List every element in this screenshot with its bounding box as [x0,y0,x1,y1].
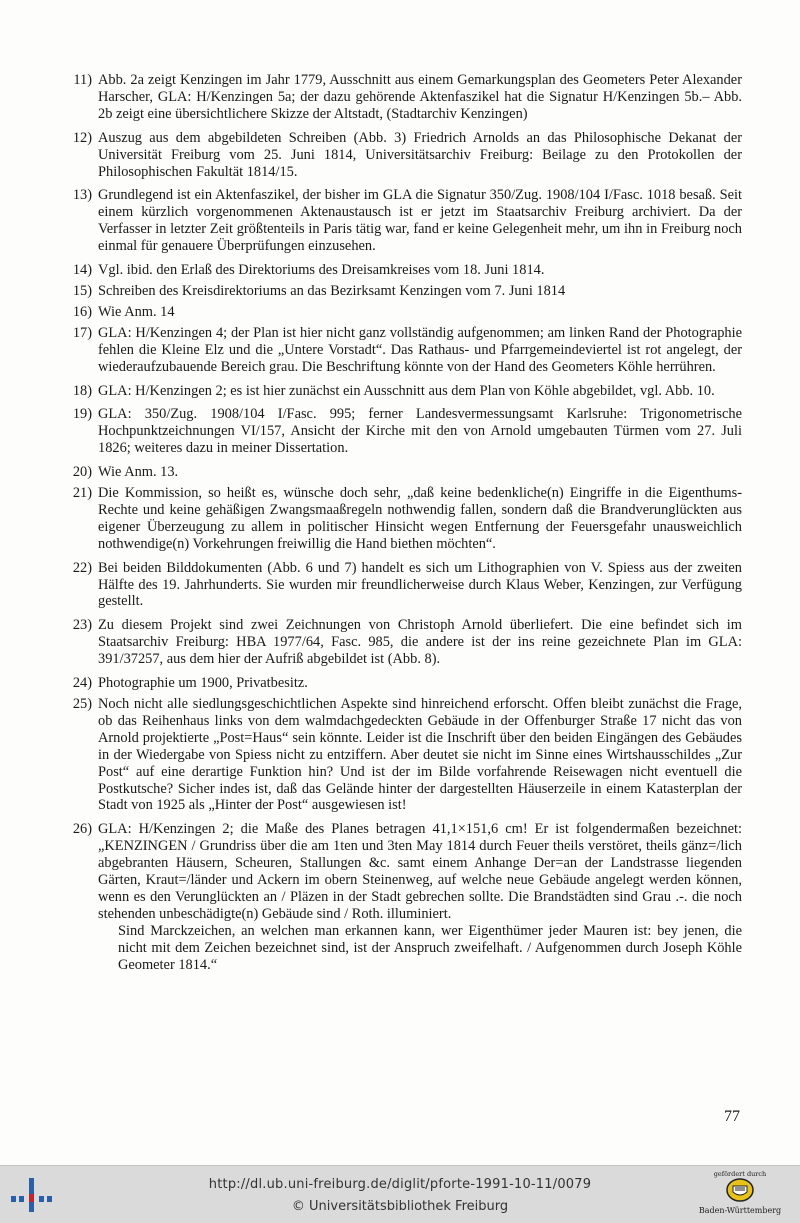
endnote-paragraph: Schreiben des Kreisdirektoriums an das Bezirksamt Kenzingen vom 7. Juni 1814 [98,282,566,299]
endnote-number: 15) [72,282,92,299]
endnote-number: 23) [72,617,92,634]
endnote [60,262,742,279]
endnote [60,821,742,973]
endnote [60,560,742,611]
endnote-paragraph: GLA: H/Kenzingen 4; der Plan ist hier nicht ganz vollständig aufgenommen; am linken Rand der Photographie fehlen die Kleine Elz und die „Untere Vorstadt“. Das Rathaus- und Pfarrgemeindeviertel ist rot angelegt, der wiederaufzubauende Bereich grau. Die Beschriftung könnte von der Hand des Geometers Köhle herrühren. [98,324,742,375]
endnote-paragraph: Vgl. ibid. den Erlaß des Direktoriums des Dreisamkreises vom 18. Juni 1814. [98,262,545,279]
endnote-number: 13) [72,187,92,204]
endnote-text [98,304,742,321]
endnote-text [98,262,742,279]
endnote-number: 16) [72,303,92,320]
endnote [60,187,742,255]
endnote-paragraph: Grundlegend ist ein Aktenfaszikel, der bisher im GLA die Signatur 350/Zug. 1908/104 I/Fasc. 1018 besaß. Seit einem kürzlich vorgenommenen Aktenaustausch ist er jetzt im Staatsarchiv Freiburg archiviert. Da der Verfasser in letzter Zeit größtenteils in Paris tätig war, fand er keine Gelegenheit mehr, um ihn in Freiburg noch einmal für genauere Überprüfungen einzusehen. [98,187,742,255]
endnote-paragraph: Bei beiden Bilddokumenten (Abb. 6 und 7) handelt es sich um Lithographien von V. Spiess aus der zweiten Hälfte des 19. Jahrhunderts. Sie wurden mir freundlicherweise durch Klaus Weber, Kenzingen, zur Verfügung gestellt. [98,559,742,610]
endnotes-list [60,72,742,974]
endnote-text [98,406,742,457]
endnote-paragraph: Noch nicht alle siedlungsgeschichtlichen Aspekte sind hinreichend erforscht. Offen bleibt zunächst die Frage, ob das Reihenhaus links von dem walmdachgedeckten Gebäude in der Offenburger Straße 17 nicht das von Arnold projektierte „Post=Haus“ sein könnte. Leider ist die Inschrift über den beiden Eingängen des Gebäudes in der Wiedergabe von Spiess nicht zu entziffern. Aber deutet sie nicht im Sinne eines Wirtshausschildes „Zur Post“ auf eine derartige Funktion hin? Und ist der im Bilde vorfahrende Reisewagen nicht eventuell die Postkutsche? Sicher indes ist, daß das Gelände hinter der dargestellten Häuserzeile in einem Katasterplan der Stadt von 1925 als „Hinter der Post“ ausgewiesen ist! [98,696,742,814]
endnote-paragraph: GLA: H/Kenzingen 2; es ist hier zunächst ein Ausschnitt aus dem Plan von Köhle abgebildet, vgl. Abb. 10. [98,382,715,399]
endnote-number: 12) [72,129,92,146]
endnote-text [98,821,742,973]
endnote-paragraph: Auszug aus dem abgebildeten Schreiben (Abb. 3) Friedrich Arnolds an das Philosophische Dekanat der Universität Freiburg vom 25. Juni 1814, Universitätsarchiv Freiburg: Beilage zu den Protokollen der Philosophischen Fakultät 1814/15. [98,129,742,180]
endnote [60,617,742,668]
document-url[interactable]: http://dl.ub.uni-freiburg.de/diglit/pforte-1991-10-11/0079 [208,1177,592,1192]
endnote-number: 25) [72,696,92,712]
endnote [60,406,742,457]
endnote-paragraph: Die Kommission, so heißt es, wünsche doch sehr, „daß keine bedenkliche(n) Eingriffe in die Eigenthums-Rechte und keine gehäßigen Zwangsmaaßregeln nothwendig fallen, sondern daß die Brandverunglückten aus eigener Überzeugung zu allem in politischer Hinsicht wegen Entfernung der Feuersgefahr unausweichlich nothwendige(n) Vorkehrungen freiwillig die Hand biethen möchten“. [98,485,742,552]
endnote-paragraph: Zu diesem Projekt sind zwei Zeichnungen von Christoph Arnold überliefert. Die eine befindet sich im Staatsarchiv Freiburg: HBA 1977/64, Fasc. 985, die andere ist der ins reine gezeichnete Plan im GLA: 391/37257, aus dem hier der Aufriß abgebildet ist (Abb. 8). [98,617,742,668]
viewer-footer [0,1165,800,1223]
endnote-text [98,485,742,553]
endnote [60,464,742,481]
sponsor-caption: gefördert durch [713,1170,767,1178]
endnote-text [98,130,742,181]
endnote-paragraph: Abb. 2a zeigt Kenzingen im Jahr 1779, Ausschnitt aus einem Gemarkungsplan des Geometers Peter Alexander Harscher, GLA: H/Kenzingen 5a; der dazu gehörende Aktenfaszikel hat die Signatur H/Kenzingen 5b.– Abb. 2b zeigt eine übersichtlichere Skizze der Altstadt, (Stadtarchiv Kenzingen) [98,72,742,122]
endnote-paragraph: GLA: 350/Zug. 1908/104 I/Fasc. 995; ferner Landesvermessungsamt Karlsruhe: Trigonometrische Hochpunktzeichnungen VI/157, Ansicht der Kirche mit den von Arnold umgebauten Türmen vom 27. Juli 1826; weiteres dazu in meiner Dissertation. [98,406,742,457]
endnote [60,283,742,300]
endnote [60,130,742,181]
endnote-number: 14) [72,262,92,279]
endnote-text [98,72,742,123]
endnote-paragraph: Photographie um 1900, Privatbesitz. [98,675,308,692]
endnote-paragraph: Wie Anm. 14 [98,303,175,320]
endnote-number: 17) [72,324,92,341]
endnote-paragraph: GLA: H/Kenzingen 2; die Maße des Planes betragen 41,1×151,6 cm! Er ist folgendermaßen bezeichnet: „KENZINGEN / Grundriss über die am 1ten und 3ten May 1814 durch Feuer theils verstöret, theils gänz=/lich abgebranten Häusern, Scheuren, Stallungen &c. samt einem Anhange Der=an der Landstrasse liegenden Gärten, Kraut=/länder und Ackern im obern Steinenweg, auf welche neue Gebäude angelegt werden können, wenn es den Verunglückten an / Pläzen in der Stadt gebrechen sollte. Die Brandstädten sind Grau .-. die noch stehenden unbeschädigte(n) Gebäude sind / Roth. illuminiert. [98,821,742,922]
endnote [60,72,742,123]
endnote-text [98,560,742,611]
endnote-number: 19) [72,406,92,423]
endnote [60,383,742,400]
endnote-text [98,325,742,376]
endnote-paragraph: Wie Anm. 13. [98,464,179,481]
copyright-notice: © Universitätsbibliothek Freiburg [291,1199,509,1214]
endnote [60,304,742,321]
sponsor-logo [688,1168,792,1222]
baden-wuerttemberg-seal-icon [725,1178,755,1202]
endnote-text [98,383,742,400]
endnote-text [98,283,742,300]
endnote-text [98,675,742,692]
endnote [60,485,742,553]
endnote-text [98,187,742,255]
endnote [60,675,742,692]
page-number: 77 [724,1108,740,1125]
endnote [60,696,742,814]
endnote-number: 18) [72,382,92,399]
endnote-text [98,464,742,481]
endnote-number: 24) [72,675,92,692]
endnote-number: 11) [73,72,92,88]
sponsor-name: Baden-Württemberg [698,1206,782,1215]
endnote-number: 26) [72,821,92,838]
endnote-text [98,696,742,814]
endnote-number: 22) [72,559,92,576]
endnote-text [98,617,742,668]
endnote [60,325,742,376]
endnote-paragraph: Sind Marckzeichen, an welchen man erkannen kann, wer Eigenthümer jeder Mauren ist: bey jenen, die nicht mit dem Zeichen bezeichnet sind, ist der Anspruch zweifelhaft. / Aufgenommen durch Joseph Köhle Geometer 1814.“ [118,922,742,973]
endnote-number: 21) [72,485,92,502]
endnote-number: 20) [72,464,92,481]
